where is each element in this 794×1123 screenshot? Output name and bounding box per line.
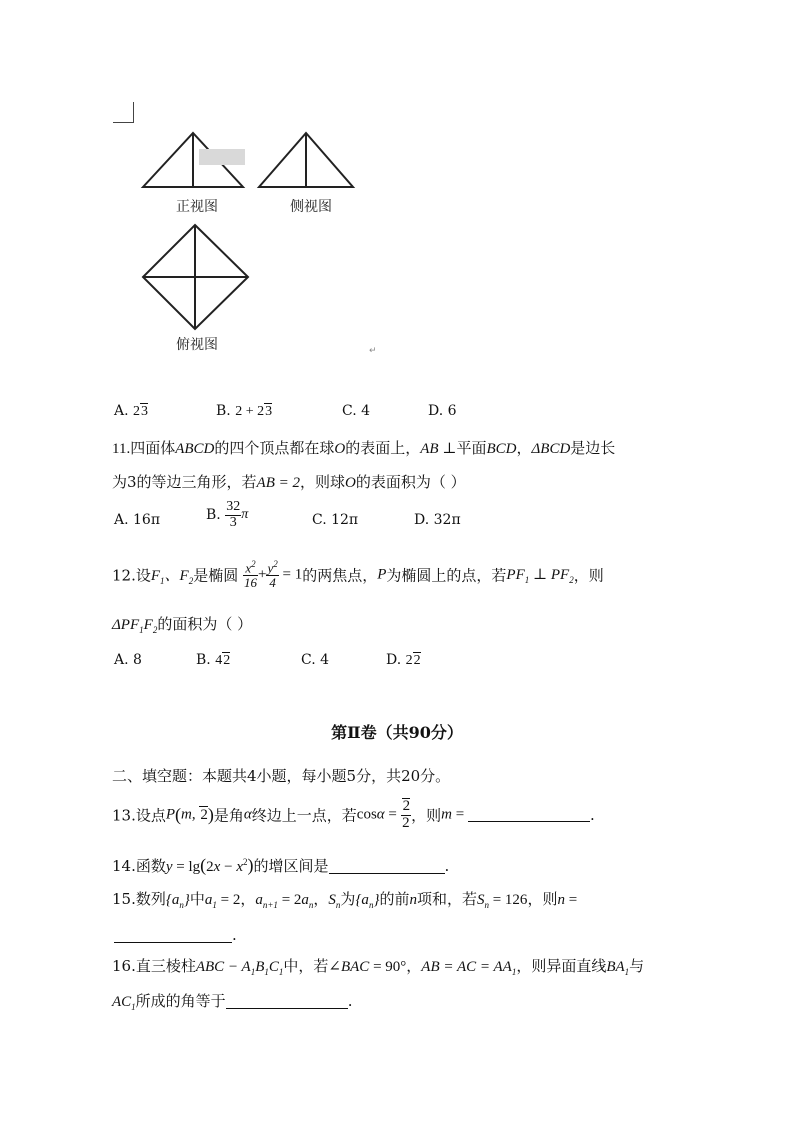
smudge (199, 149, 245, 165)
q12-option-b: B. 42 (196, 652, 231, 668)
q10-option-a: A. 23 (114, 403, 149, 419)
q11-option-d: D. 32π (414, 512, 461, 528)
fill-intro: 二、填空题：本题共4小题，每小题5分，共20分。 (112, 767, 451, 785)
q15-blank: . (114, 926, 237, 944)
front-view-label: 正视图 (176, 199, 218, 215)
q10-option-d: D. 6 (428, 403, 457, 419)
side-view (259, 133, 353, 187)
q12-option-a: A. 8 (114, 652, 142, 668)
q12-option-d: D. 22 (386, 652, 421, 668)
top-view-label: 俯视图 (176, 337, 218, 353)
q13: 13.设点P(m, 2)是角α终边上一点，若cosα = $\frac{2}{2}$ ，则m = . (112, 798, 595, 831)
top-view (143, 225, 248, 329)
q16-line1: 16.直三棱柱ABC − $A_1B_1C_1$中，若∠BAC = 90°，AB = AC = $AA_1$，则异面直线$BA_1$与 (112, 957, 645, 977)
q10-option-b: B. 2 + 23 (216, 403, 273, 419)
three-view-figure (133, 125, 377, 357)
q16-line2: $AC_1$所成的角等于 . (112, 992, 353, 1012)
q10-option-c: C. 4 (342, 403, 371, 419)
q11-line1: 11.四面体ABCD的四个顶点都在球O的表面上，AB ⊥平面BCD，ΔBCD是边长 (112, 439, 616, 457)
q12-line2: $\Delta PF_1F_2$的面积为（ ） (112, 615, 253, 635)
q14: 14.函数$y = \lg(2x - x^2)$的增区间是 . (112, 855, 450, 875)
q12-option-c: C. 4 (301, 652, 330, 668)
q11-option-c: C. 12π (312, 512, 359, 528)
q12-line1: 12.设$F_1$、$F_2$是椭圆 $\frac{x^2}{16}$ + $\frac{y^2}{4}$ = 1的两焦点，P为椭圆上的点，若$PF_1$ ⊥ $PF_2$，则 (112, 559, 604, 590)
front-view (143, 133, 245, 187)
q11-line2: 为3的等边三角形，若AB = 2，则球O的表面积为（ ） (112, 473, 466, 491)
q11-option-a: A. 16π (114, 512, 161, 528)
section-title: 第Ⅱ卷（共90分） (331, 723, 463, 742)
side-view-label: 侧视图 (290, 199, 332, 215)
crop-mark (113, 102, 134, 123)
return-mark: ↵ (369, 346, 377, 356)
q11-option-b: B. $\frac{32}{3}$ π (206, 499, 249, 530)
q15: 15.数列$\{a_n\}$中$a_1 = 2$，$a_{n+1} = 2a_n$，$S_n$为$\{a_n\}$的前n项和，若$S_n = 126$，则n = (112, 890, 578, 910)
